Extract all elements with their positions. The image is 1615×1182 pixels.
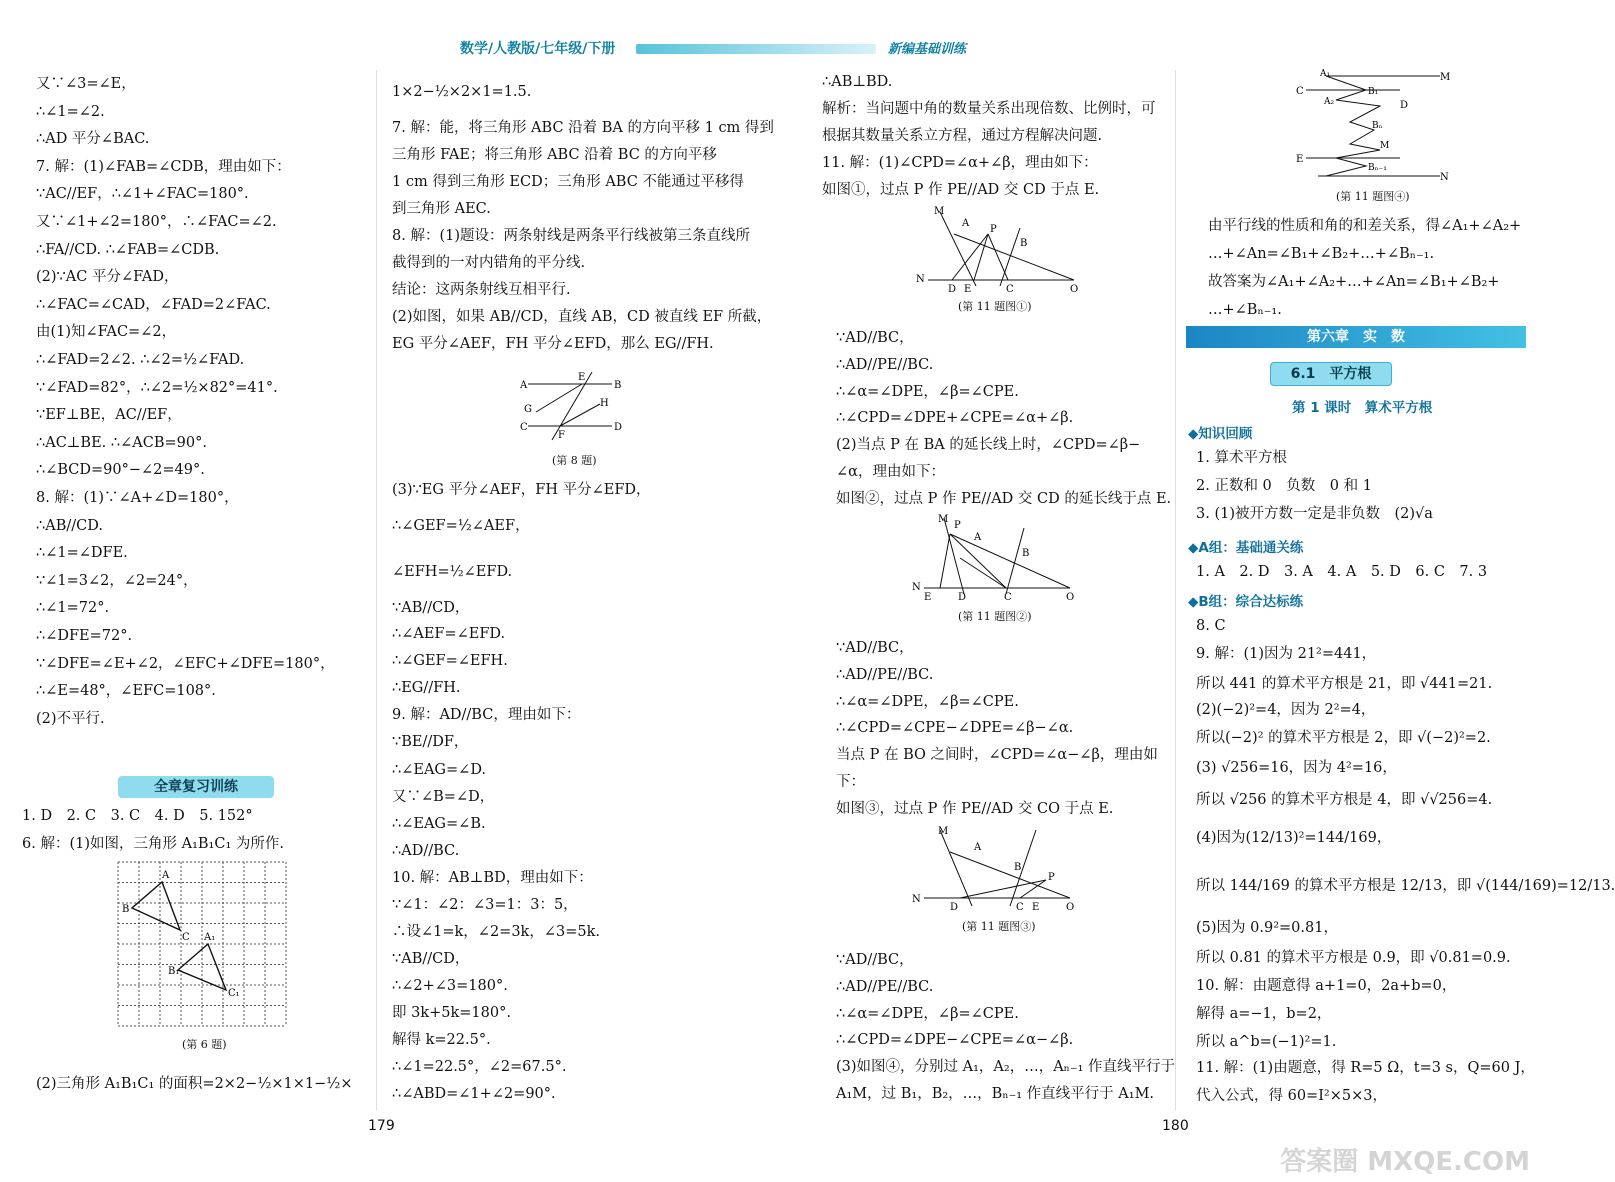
text-line: 9. 解：(1)因为 21²=441， xyxy=(1196,646,1377,662)
text-line: 9. 解：AD//BC，理由如下： xyxy=(392,707,581,723)
svg-text:C: C xyxy=(520,422,528,433)
text-line: 2. 正数和 0 负数 0 和 1 xyxy=(1196,478,1372,494)
svg-text:M: M xyxy=(1440,72,1451,83)
text-line: ∴AD//PE//BC. xyxy=(836,356,934,373)
text-line: 截得到的一对内错角的平分线. xyxy=(392,255,586,271)
text-line: 三角形 FAE；将三角形 ABC 沿着 BC 的方向平移 xyxy=(392,147,717,163)
fig11c-caption: (第 11 题图③) xyxy=(962,920,1036,933)
chapter-banner: 第六章 实 数 xyxy=(1186,326,1526,348)
text-line: 根据其数量关系立方程，通过方程解决问题. xyxy=(822,128,1103,144)
text-line: ∴AD 平分∠BAC. xyxy=(36,131,150,148)
grid-figure-6 xyxy=(112,860,292,1030)
svg-text:E: E xyxy=(578,372,586,383)
figure-11-4 xyxy=(1290,66,1450,186)
svg-text:O: O xyxy=(1066,592,1075,603)
text-line: …+∠An=∠B₁+∠B₂+…+∠Bₙ₋₁. xyxy=(1208,246,1435,262)
svg-text:B₁: B₁ xyxy=(168,966,180,977)
col1-last-line: (2)三角形 A₁B₁C₁ 的面积=2×2−½×1×1−½× xyxy=(36,1076,353,1092)
lesson-title: 第 1 课时 算术平方根 xyxy=(1292,400,1433,416)
text-line: ∴∠1=∠DFE. xyxy=(36,545,128,562)
text-line: 所以 441 的算术平方根是 21，即 √441=21. xyxy=(1196,676,1493,692)
text-line: 如图③，过点 P 作 PE//AD 交 CO 于点 E. xyxy=(836,800,1114,817)
text-line: ∴∠α=∠DPE，∠β=∠CPE. xyxy=(836,383,1019,400)
text-line: (2)当点 P 在 BA 的延长线上时，∠CPD=∠β− xyxy=(836,437,1141,454)
text-line: ∴∠DFE=72°. xyxy=(36,628,133,644)
groupB-heading: ◆B组：综合达标练 xyxy=(1188,594,1304,610)
text-line: EG 平分∠AEF，FH 平分∠EFD，那么 EG//FH. xyxy=(392,336,714,352)
text-line: ∵∠DFE=∠E+∠2，∠EFC+∠DFE=180°， xyxy=(36,655,335,672)
text-line: ∵∠1=3∠2，∠2=24°， xyxy=(36,572,198,589)
text-line: ∵∠1：∠2：∠3=1：3：5， xyxy=(392,897,578,913)
text-line: ∵AB//CD， xyxy=(392,951,470,967)
figure-11-1 xyxy=(914,206,1084,294)
text-line: ∵AB//CD， xyxy=(392,600,470,616)
text-line: ∴∠EAG=∠B. xyxy=(392,816,486,832)
svg-text:E: E xyxy=(964,284,972,295)
svg-text:E: E xyxy=(1296,154,1304,165)
svg-text:B₁: B₁ xyxy=(1368,87,1379,97)
text-line: 1. D 2. C 3. C 4. D 5. 152° xyxy=(22,808,253,824)
text-line: 所以 a^b=(−1)²=1. xyxy=(1196,1034,1337,1050)
svg-text:D: D xyxy=(614,422,623,433)
text-line: ∵AD//BC， xyxy=(836,330,914,346)
text-line: 故答案为∠A₁+∠A₂+…+∠An=∠B₁+∠B₂+ xyxy=(1208,274,1500,290)
svg-text:B: B xyxy=(122,904,130,915)
svg-text:D: D xyxy=(950,902,959,913)
text-line: ∴∠2+∠3=180°. xyxy=(392,978,508,994)
text-line: 解得 k=22.5°. xyxy=(392,1032,491,1048)
text-line: (2)∵AC 平分∠FAD， xyxy=(36,269,179,286)
text-line: (2)如图，如果 AB//CD，直线 AB，CD 被直线 EF 所截， xyxy=(392,309,772,325)
text-line: ∵EF⊥BE，AC//EF， xyxy=(36,407,182,424)
column-divider xyxy=(376,70,377,1110)
svg-text:H: H xyxy=(600,398,609,409)
svg-text:N: N xyxy=(912,582,921,593)
text-line: ∴∠α=∠DPE，∠β=∠CPE. xyxy=(836,693,1019,710)
text-line: (3)∵EG 平分∠AEF，FH 平分∠EFD， xyxy=(392,482,651,498)
text-line: ∵AD//BC， xyxy=(836,640,914,656)
text-line: ∴AD//BC. xyxy=(392,843,460,859)
svg-text:M: M xyxy=(934,206,945,217)
svg-text:A: A xyxy=(162,870,170,881)
text-line: ∠EFH=½∠EFD. xyxy=(392,564,513,580)
text-line: ∴∠EAG=∠D. xyxy=(392,762,487,778)
svg-text:C: C xyxy=(1016,902,1024,913)
text-line: 8. 解：(1)题设：两条射线是两条平行线被第三条直线所 xyxy=(392,228,750,244)
text-line: 如图①，过点 P 作 PE//AD 交 CD 于点 E. xyxy=(822,182,1100,198)
text-line: 解得 a=−1，b=2， xyxy=(1196,1006,1332,1022)
text-line: ∴∠GEF=½∠AEF， xyxy=(392,518,530,534)
text-line: 1 cm 得到三角形 ECD；三角形 ABC 不能通过平移得 xyxy=(392,174,744,190)
svg-text:M: M xyxy=(1380,141,1390,151)
text-line: ∴∠FAD=2∠2. ∴∠2=½∠FAD. xyxy=(36,352,245,368)
svg-text:C₁: C₁ xyxy=(228,988,240,999)
text-line: ∴∠1=∠2. xyxy=(36,103,105,120)
review-banner: 全章复习训练 xyxy=(118,776,274,798)
text-line: ∵∠FAD=82°，∴∠2=½×82°=41°. xyxy=(36,379,278,396)
text-line: 如图②，过点 P 作 PE//AD 交 CD 的延长线于点 E. xyxy=(836,490,1172,507)
text-line: 即 3k+5k=180°. xyxy=(392,1005,511,1021)
watermark-text: 答案圈 MXQE.COM xyxy=(1280,1147,1530,1177)
text-line: 7. 解：能，将三角形 ABC 沿着 BA 的方向平移 1 cm 得到 xyxy=(392,120,774,136)
text-line: 由(1)知∠FAC=∠2， xyxy=(36,324,177,341)
text-line: …+∠Bₙ₋₁. xyxy=(1208,302,1282,318)
recall-heading: ◆知识回顾 xyxy=(1188,426,1253,442)
svg-text:P: P xyxy=(1048,872,1055,883)
text-line: ∴AD//PE//BC. xyxy=(836,978,934,995)
text-line: ∴EG//FH. xyxy=(392,680,461,696)
text-line: 所以(−2)² 的算术平方根是 2，即 √(−2)²=2. xyxy=(1196,730,1491,746)
text-line: ∵BE//DF， xyxy=(392,734,469,750)
svg-text:B: B xyxy=(1020,238,1028,249)
svg-text:C: C xyxy=(1004,592,1012,603)
groupA-answers: 1. A 2. D 3. A 4. A 5. D 6. C 7. 3 xyxy=(1196,564,1488,580)
text-line: 所以 0.81 的算术平方根是 0.9，即 √0.81=0.9. xyxy=(1196,950,1511,966)
svg-text:B: B xyxy=(1022,548,1030,559)
header-bar xyxy=(636,44,876,54)
svg-text:M: M xyxy=(938,514,949,525)
svg-text:A: A xyxy=(974,842,982,853)
svg-text:Bₙ₋₁: Bₙ₋₁ xyxy=(1368,163,1387,173)
svg-text:C: C xyxy=(1006,284,1014,295)
column-divider xyxy=(1175,70,1176,1110)
page-header xyxy=(440,38,1000,60)
text-line: 到三角形 AEC. xyxy=(392,201,491,217)
text-line: 结论：这两条射线互相平行. xyxy=(392,282,571,298)
text-line: ∵AC//EF，∴∠1+∠FAC=180°. xyxy=(36,186,249,203)
svg-text:A: A xyxy=(974,532,982,543)
text-line: 8. 解：(1)∵∠A+∠D=180°， xyxy=(36,490,239,506)
text-line: ∠α，理由如下： xyxy=(836,464,945,480)
svg-text:D: D xyxy=(958,592,967,603)
svg-text:E: E xyxy=(924,592,932,603)
text-line: (3) √256=16，因为 4²=16， xyxy=(1196,760,1397,776)
text-line: 所以 144/169 的算术平方根是 12/13，即 √(144/169)=12/13. xyxy=(1196,878,1615,894)
svg-text:A: A xyxy=(520,380,528,391)
svg-text:A₁: A₁ xyxy=(204,932,216,943)
text-line: 7. 解：(1)∠FAB=∠CDB，理由如下： xyxy=(36,158,291,175)
figure-11-2 xyxy=(910,514,1080,602)
section-banner: 6.1 平方根 xyxy=(1270,362,1392,386)
fig11a-caption: (第 11 题图①) xyxy=(958,300,1032,313)
text-line: ∴∠α=∠DPE，∠β=∠CPE. xyxy=(836,1005,1019,1022)
figure-8 xyxy=(516,368,626,444)
svg-text:P: P xyxy=(954,520,961,531)
page-number-left: 179 xyxy=(368,1118,395,1134)
text-line: (3)如图④，分别过 A₁，A₂，…，Aₙ₋₁ 作直线平行于 xyxy=(836,1059,1176,1076)
text-line: ∴AD//PE//BC. xyxy=(836,666,934,683)
text-line: ∴∠BCD=90°−∠2=49°. xyxy=(36,462,205,479)
text-line: ∵AD//BC， xyxy=(836,952,914,968)
text-line: 由平行线的性质和角的和差关系，得∠A₁+∠A₂+ xyxy=(1208,218,1522,234)
svg-text:E: E xyxy=(1032,902,1040,913)
svg-text:N: N xyxy=(916,274,925,285)
text-line: ∴FA//CD. ∴∠FAB=∠CDB. xyxy=(36,241,220,258)
svg-text:O: O xyxy=(1070,284,1079,295)
svg-text:A: A xyxy=(962,218,970,229)
svg-text:P: P xyxy=(990,224,997,235)
svg-text:F: F xyxy=(558,430,565,441)
text-line: ∴设∠1=k，∠2=3k，∠3=5k. xyxy=(392,924,600,940)
svg-text:N: N xyxy=(1440,172,1449,183)
text-line: 1×2−½×2×1=1.5. xyxy=(392,84,532,100)
text-line: A₁M，过 B₁，B₂，…，Bₙ₋₁ 作直线平行于 A₁M. xyxy=(836,1086,1155,1102)
fig11b-caption: (第 11 题图②) xyxy=(958,610,1032,623)
svg-text:G: G xyxy=(524,404,532,415)
svg-text:N: N xyxy=(912,894,921,905)
text-line: 解析：当问题中角的数量关系出现倍数、比例时，可 xyxy=(822,101,1156,117)
watermark xyxy=(1280,1141,1530,1178)
text-line: (2)不平行. xyxy=(36,710,105,727)
text-line: ∴∠FAC=∠CAD，∠FAD=2∠FAC. xyxy=(36,296,271,313)
page-number-right: 180 xyxy=(1162,1118,1189,1134)
svg-text:O: O xyxy=(1066,902,1075,913)
svg-text:D: D xyxy=(948,284,957,295)
text-line: 又∵∠3=∠E， xyxy=(36,76,136,92)
text-line: 11. 解：(1)由题意，得 R=5 Ω，t=3 s，Q=60 J， xyxy=(1196,1060,1535,1076)
text-line: 10. 解：由题意得 a+1=0，2a+b=0， xyxy=(1196,978,1457,994)
svg-text:C: C xyxy=(1296,86,1304,97)
text-line: ∴∠1=72°. xyxy=(36,600,110,617)
text-line: 所以 √256 的算术平方根是 4，即 √√256=4. xyxy=(1196,792,1493,808)
text-line: (4)因为(12/13)²=144/169， xyxy=(1196,830,1392,846)
text-line: ∴∠CPD=∠DPE+∠CPE=∠α+∠β. xyxy=(836,410,1074,427)
text-line: ∴∠CPD=∠DPE−∠CPE=∠α−∠β. xyxy=(836,1032,1074,1049)
header-subject: 数学/人教版/七年级/下册 xyxy=(460,41,616,57)
groupA-heading: ◆A组：基础通关练 xyxy=(1188,540,1304,556)
fig11d-caption: (第 11 题图④) xyxy=(1336,190,1410,203)
svg-text:C: C xyxy=(182,932,190,943)
text-line: (2)(−2)²=4，因为 2²=4， xyxy=(1196,702,1376,718)
svg-text:M: M xyxy=(938,826,949,837)
text-line: ∴AC⊥BE. ∴∠ACB=90°. xyxy=(36,434,207,451)
text-line: 又∵∠1+∠2=180°，∴∠FAC=∠2. xyxy=(36,214,277,230)
text-line: ∴AB//CD. xyxy=(36,517,103,534)
header-brand: 新编基础训练 xyxy=(888,42,967,57)
text-line: ∴∠GEF=∠EFH. xyxy=(392,653,508,669)
text-line: ∴∠ABD=∠1+∠2=90°. xyxy=(392,1086,556,1102)
text-line: ∴∠E=48°，∠EFC=108°. xyxy=(36,683,216,700)
fig8-caption: (第 8 题) xyxy=(552,454,597,467)
text-line: 6. 解：(1)如图，三角形 A₁B₁C₁ 为所作. xyxy=(22,836,284,852)
svg-text:B: B xyxy=(1014,862,1022,873)
text-line: 下： xyxy=(836,774,865,790)
text-line: ∴∠CPD=∠CPE−∠DPE=∠β−∠α. xyxy=(836,720,1074,737)
text-line: 10. 解：AB⊥BD，理由如下： xyxy=(392,870,593,886)
text-line: ∴∠1=22.5°，∠2=67.5°. xyxy=(392,1059,567,1075)
text-line: 又∵∠B=∠D， xyxy=(392,789,495,805)
text-line: 代入公式，得 60=I²×5×3， xyxy=(1196,1088,1387,1104)
text-line: (5)因为 0.9²=0.81， xyxy=(1196,920,1338,936)
svg-text:Bₙ: Bₙ xyxy=(1372,121,1383,131)
text-line: ∴AB⊥BD. xyxy=(822,74,893,90)
fig6-caption: (第 6 题) xyxy=(182,1038,227,1051)
svg-text:D: D xyxy=(1400,100,1409,111)
text-line: 8. C xyxy=(1196,618,1226,634)
figure-11-3 xyxy=(910,824,1080,914)
text-line: 3. (1)被开方数一定是非负数 (2)√a xyxy=(1196,506,1433,522)
svg-text:B: B xyxy=(614,380,622,391)
svg-text:A₁: A₁ xyxy=(1320,69,1331,79)
text-line: 当点 P 在 BO 之间时，∠CPD=∠α−∠β，理由如 xyxy=(836,747,1158,764)
text-line: ∴∠AEF=∠EFD. xyxy=(392,626,506,642)
svg-text:A₂: A₂ xyxy=(1324,97,1335,107)
text-line: 1. 算术平方根 xyxy=(1196,450,1287,466)
text-line: 11. 解：(1)∠CPD=∠α+∠β，理由如下： xyxy=(822,155,1098,171)
